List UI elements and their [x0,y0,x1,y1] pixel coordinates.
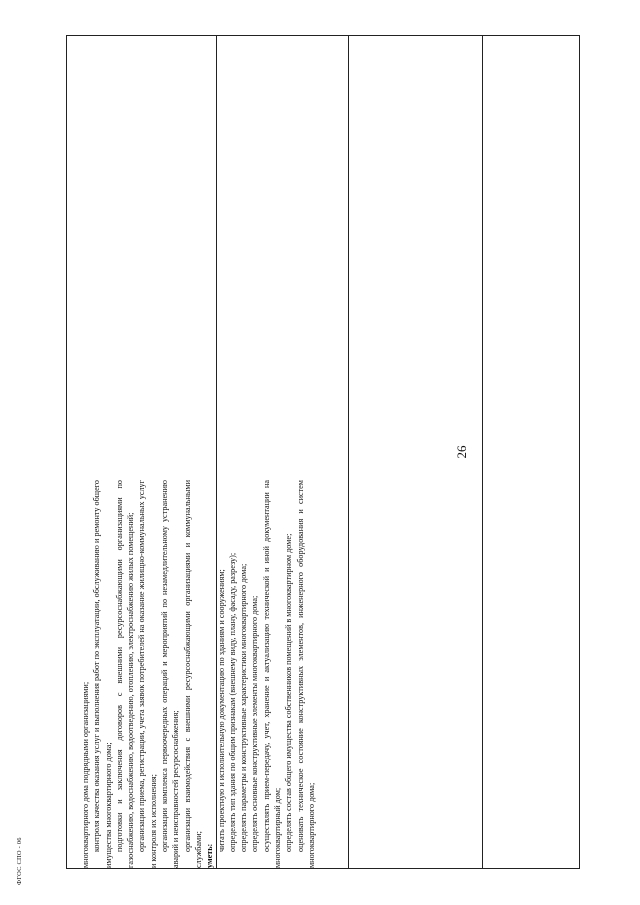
paragraph: организации комплекса первоочередных операций и мероприятий по незамедлительному устранению аварий и неисправностей ресурсоснабжения; [160,480,181,868]
footer-code: ФГОС СПО - 06 [16,837,23,885]
paragraph: определять тип здания по общим признакам (внешнему виду, плану, фасаду, разрезу); [227,552,237,852]
paragraph: организации приема, регистрации, учета заявок потребителей на оказание жилищно-коммунальных услуг и контроля их исполнения; [137,480,158,868]
paragraph: определять параметры и конструктивные характеристики многоквартирного дома; [239,563,249,852]
paragraph: подготовки и заключения договоров с внешними ресурсоснабжающими организациями по газоснабжению, водоснабжению, водоотведению, отоплению, электроснабжению жилых помещений; [114,480,136,868]
paragraph: контроля качества оказания услуг и выполнения работ по эксплуатации, обслуживанию и ремонту общего имущества многоквартирного дома; [92,480,113,868]
skills-heading: уметь: [205,843,215,868]
table-column-divider [482,36,483,868]
paragraph: осуществлять прием-передачу, учет, хранение и актуализацию технической и иной документации на многоквартирный дом; [261,480,283,868]
paragraph: многоквартирного дома подрядными организациями; [81,681,90,868]
paragraph: читать проектную и исполнительную документацию по зданиям и сооружениям; [216,569,226,852]
paragraph: определять состав общего имущества собственников помещений в многоквартирном доме; [284,533,294,852]
paragraph: оценивать техническое состояние конструктивных элементов, инженерного оборудования и систем многоквартирного дома; [295,480,316,868]
paragraph: организации взаимодействия с внешними ресурсоснабжающими организациями и коммунальными службами; [182,480,203,868]
paragraph: определять основные конструктивные элементы многоквартирного дома; [250,595,260,852]
page-number: 26 [454,445,469,459]
requirements-cell-text [80,480,352,868]
